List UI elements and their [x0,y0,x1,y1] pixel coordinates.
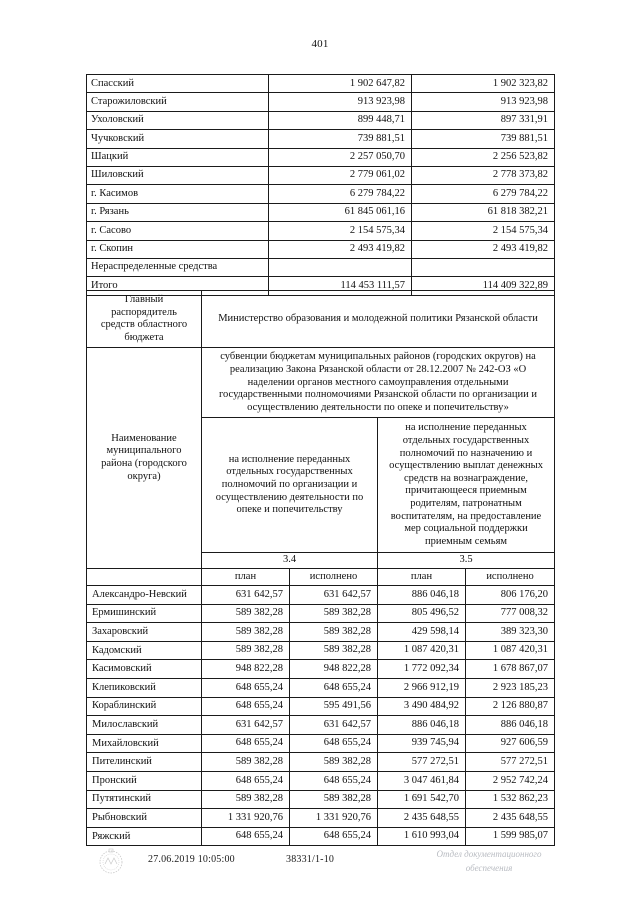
row-fact-1: 589 382,28 [290,623,378,642]
row-name: Старожиловский [87,93,269,111]
row-plan-1: 589 382,28 [202,753,290,772]
chief-administrator-label: Главный распорядитель средств областного бюджета [87,291,202,348]
table-row [87,660,555,679]
row-fact-1: 589 382,28 [290,604,378,623]
table-row [87,809,555,828]
row-fact: 6 279 784,22 [412,185,555,203]
row-municipality: Ермишинский [87,604,202,623]
row-fact-2: 927 606,59 [466,734,555,753]
row-fact: 61 818 382,21 [412,203,555,221]
row-name: Спасский [87,75,269,93]
row-municipality: Ряжский [87,827,202,846]
row-plan-1: 948 822,28 [202,660,290,679]
table-row [87,771,555,790]
chief-administrator-row [87,291,555,348]
footer-department [424,848,554,875]
row-fact [412,258,555,276]
subheader-plan-1: план [202,568,290,585]
row-municipality: Касимовский [87,660,202,679]
row-plan-1: 648 655,24 [202,679,290,698]
row-municipality: Кораблинский [87,697,202,716]
row-fact-2: 2 952 742,24 [466,771,555,790]
row-plan-2: 577 272,51 [378,753,466,772]
row-plan-1: 589 382,28 [202,790,290,809]
footer-department-line1: Отдел документационного [436,849,542,859]
row-municipality: Милославский [87,716,202,735]
subvention-table [86,290,555,846]
row-fact: 2 256 523,82 [412,148,555,166]
row-plan-2: 1 610 993,04 [378,827,466,846]
row-plan: 2 257 050,70 [269,148,412,166]
table-row [87,697,555,716]
row-plan-1: 648 655,24 [202,771,290,790]
row-fact-2: 1 532 862,23 [466,790,555,809]
table-row [87,679,555,698]
table-row [87,185,555,203]
table-row [87,753,555,772]
row-fact-2: 777 008,32 [466,604,555,623]
column-group-1-code: 3.4 [202,553,378,568]
row-municipality: Клепиковский [87,679,202,698]
row-plan: 2 493 419,82 [269,240,412,258]
row-fact-2: 1 678 867,07 [466,660,555,679]
row-plan: 6 279 784,22 [269,185,412,203]
row-plan-2: 1 691 542,70 [378,790,466,809]
subheader-fact-1: исполнено [290,568,378,585]
row-name: Нераспределенные средства [87,258,269,276]
row-fact-2: 1 087 420,31 [466,641,555,660]
column-group-2-title: на исполнение переданных отдельных государственных полномочий по назначению и осуществлению выплат денежных средств на вознаграждение, причитающееся приемным родителям, патронатным воспитателям, на предоставление мер социальной поддержки приемным семьям [378,418,555,553]
row-fact-2: 577 272,51 [466,753,555,772]
row-plan-1: 631 642,57 [202,716,290,735]
row-plan-2: 1 087 420,31 [378,641,466,660]
row-plan-1: 1 331 920,76 [202,809,290,828]
table-row [87,111,555,129]
row-fact-1: 589 382,28 [290,753,378,772]
row-fact: 1 902 323,82 [412,75,555,93]
row-plan-2: 2 966 912,19 [378,679,466,698]
page-number: 401 [311,38,329,50]
table-main-body [87,291,555,846]
row-plan [269,258,412,276]
row-name: г. Рязань [87,203,269,221]
total-plan: 114 453 111,57 [269,277,412,295]
table-row [87,166,555,184]
row-plan-2: 805 496,52 [378,604,466,623]
row-plan-2: 1 772 092,34 [378,660,466,679]
row-municipality: Захаровский [87,623,202,642]
row-plan: 913 923,98 [269,93,412,111]
row-fact-1: 648 655,24 [290,827,378,846]
table-row [87,623,555,642]
table-row [87,734,555,753]
row-fact-1: 648 655,24 [290,679,378,698]
row-fact: 2 778 373,82 [412,166,555,184]
table-row [87,258,555,276]
column-group-2-code: 3.5 [378,553,555,568]
subheader-fact-2: исполнено [466,568,555,585]
table-row [87,604,555,623]
row-plan-1: 589 382,28 [202,641,290,660]
row-municipality: Александро-Невский [87,586,202,605]
row-name: г. Скопин [87,240,269,258]
footer-department-line2: обеспечения [465,862,513,873]
row-fact-2: 806 176,20 [466,586,555,605]
row-plan-1: 631 642,57 [202,586,290,605]
table-row [87,716,555,735]
row-name: г. Касимов [87,185,269,203]
row-name: Ухоловский [87,111,269,129]
row-fact-2: 1 599 985,07 [466,827,555,846]
row-fact-1: 948 822,28 [290,660,378,679]
row-fact-1: 595 491,56 [290,697,378,716]
row-plan-1: 589 382,28 [202,623,290,642]
row-fact: 2 493 419,82 [412,240,555,258]
row-municipality: Кадомский [87,641,202,660]
row-plan-2: 2 435 648,55 [378,809,466,828]
row-municipality: Пронский [87,771,202,790]
subvention-description: субвенции бюджетам муниципальных районов (городских округов) на реализацию Закона Рязанской области от 28.12.2007 № 242-ОЗ «О наделении органов местного самоуправления отдельными государственными полномочиями Рязанской области по организации и осуществлению деятельности по опеке и попечительству» [202,348,555,418]
row-name: Чучковский [87,130,269,148]
table-row [87,240,555,258]
row-plan-2: 886 046,18 [378,586,466,605]
row-fact: 2 154 575,34 [412,222,555,240]
row-plan-1: 589 382,28 [202,604,290,623]
table-top-body [87,75,555,296]
row-municipality: Рыбновский [87,809,202,828]
row-plan-1: 648 655,24 [202,827,290,846]
footer-document-number: 38331/1-10 [286,854,335,865]
row-fact-1: 589 382,28 [290,790,378,809]
row-fact: 897 331,91 [412,111,555,129]
table-row [87,586,555,605]
table-row [87,641,555,660]
row-municipality: Путятинский [87,790,202,809]
table-row [87,93,555,111]
row-plan: 899 448,71 [269,111,412,129]
municipality-column-label: Наименование муниципального района (городского округа) [87,348,202,568]
table-row [87,75,555,93]
table-row [87,130,555,148]
footer-timestamp: 27.06.2019 10:05:00 [148,854,235,865]
row-fact-2: 2 126 880,87 [466,697,555,716]
row-plan: 2 154 575,34 [269,222,412,240]
row-name: Шиловский [87,166,269,184]
row-municipality: Михайловский [87,734,202,753]
row-plan-2: 3 490 484,92 [378,697,466,716]
row-fact: 739 881,51 [412,130,555,148]
row-plan-2: 429 598,14 [378,623,466,642]
row-plan-1: 648 655,24 [202,734,290,753]
chief-administrator-value: Министерство образования и молодежной политики Рязанской области [202,291,555,348]
row-fact-1: 589 382,28 [290,641,378,660]
table-row [87,790,555,809]
table-row [87,222,555,240]
row-plan: 2 779 061,02 [269,166,412,184]
subheader-plan-2: план [378,568,466,585]
row-name: Шацкий [87,148,269,166]
row-plan-2: 886 046,18 [378,716,466,735]
subvention-description-row [87,348,555,418]
row-plan-1: 648 655,24 [202,697,290,716]
total-label: Итого [87,277,269,295]
row-plan: 739 881,51 [269,130,412,148]
row-fact-2: 2 923 185,23 [466,679,555,698]
row-fact-1: 648 655,24 [290,771,378,790]
row-fact-2: 886 046,18 [466,716,555,735]
page-footer [86,846,556,890]
table-row [87,203,555,221]
municipal-funds-table [86,74,555,296]
row-plan: 61 845 061,16 [269,203,412,221]
total-fact: 114 409 322,89 [412,277,555,295]
row-fact-1: 631 642,57 [290,586,378,605]
column-group-1-title: на исполнение переданных отдельных государственных полномочий по организации и осуществлению деятельности по опеке и попечительству [202,418,378,553]
row-plan-2: 3 047 461,84 [378,771,466,790]
row-name: г. Сасово [87,222,269,240]
row-fact-2: 389 323,30 [466,623,555,642]
official-seal-icon [96,846,126,876]
row-plan: 1 902 647,82 [269,75,412,93]
row-fact-2: 2 435 648,55 [466,809,555,828]
table-row [87,827,555,846]
column-subheader-row [87,568,555,585]
row-plan-2: 939 745,94 [378,734,466,753]
row-fact: 913 923,98 [412,93,555,111]
row-fact-1: 631 642,57 [290,716,378,735]
table-row [87,148,555,166]
row-fact-1: 1 331 920,76 [290,809,378,828]
row-municipality: Пителинский [87,753,202,772]
row-fact-1: 648 655,24 [290,734,378,753]
empty-corner-cell [87,568,202,585]
